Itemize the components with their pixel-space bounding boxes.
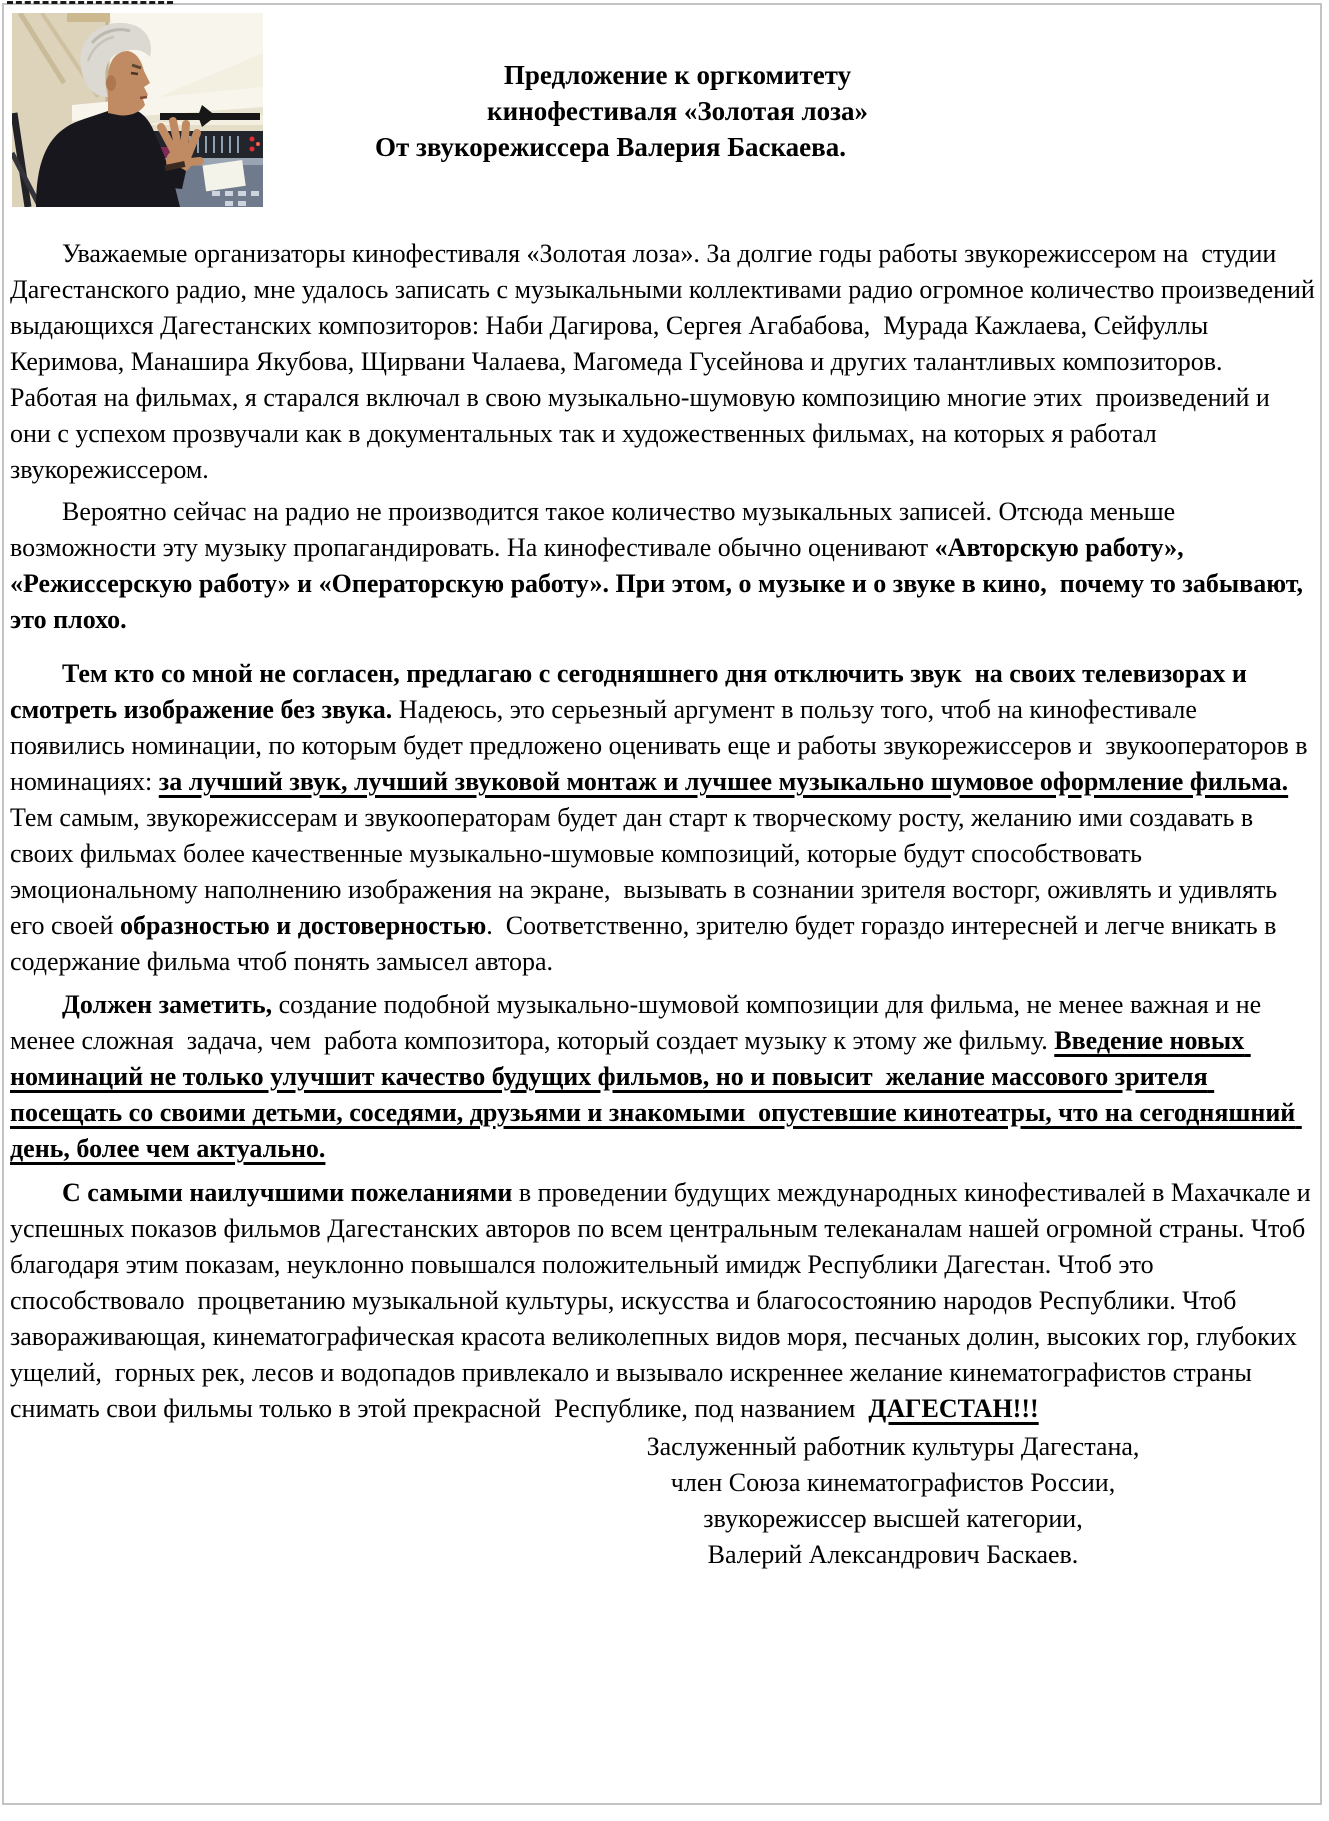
text-run: создание подобной музыкально-шумовой композиции для фильма, не менее важная и не менее сложная задача, чем работа композитора, который создает музыку к этому же фильму. <box>10 990 1268 1055</box>
document-title <box>26 57 1329 165</box>
text-run: Вероятно сейчас на радио не производится такое количество музыкальных записей. Отсюда меньше возможности эту музыку пропагандировать. На кинофестивале обычно оценивают <box>10 497 1182 562</box>
paragraph-5 <box>10 1175 1316 1427</box>
text-run: Должен заметить, <box>62 990 279 1019</box>
text-run: С самыми наилучшими пожеланиями <box>62 1178 519 1207</box>
paragraph-3 <box>10 656 1316 980</box>
text-run: в проведении будущих международных кинофестивалей в Махачкале и успешных показов фильмов Дагестанских авторов по всем центральным телеканалам нашей огромной страны. Чтоб благодаря этим показам, неуклонно повышался положительный имидж Республики Дагестан. Чтоб это способствовало процветанию музыкальной культуры, искусства и благосостоянию народов Республики. Чтоб завораживающая, кинематографическая красота великолепных видов моря, песчаных долин, высоких гор, глубоких ущелий, горных рек, лесов и водопадов привлекало и вызывало искреннее желание кинематографистов страны снимать свои фильмы только в этой прекрасной Республике, под названием <box>10 1178 1318 1423</box>
text-run: . Соответственно, зрителю будет гораздо интересней и легче вникать в содержание фильма чтоб понять замысел автора. <box>10 911 1283 976</box>
text-run: Уважаемые организаторы кинофестиваля «Золотая лоза». За долгие годы работы звукорежиссером на студии Дагестанского радио, мне удалось записать с музыкальными коллективами радио огромное количество произведений выдающихся Дагестанских композиторов: Наби Дагирова, Сергея Агабабова, Мурада Кажлаева, Сейфуллы Керимова, Манашира Якубова, Щирвани Чалаева, Магомеда Гусейнова и других талантливых композиторов. Работая на фильмах, я старался включал в свою музыкально-шумовую композицию многие этих произведений и они с успехом прозвучали как в документальных так и художественных фильмах, на которых я работал звукорежиссером. <box>10 239 1322 484</box>
signature-block <box>573 1429 1213 1573</box>
paragraph-4 <box>10 987 1316 1167</box>
text-run: Надеюсь, это серьезный аргумент в пользу того, чтоб на кинофестивале появились номинации, по которым будет предложено оценивать еще и работы звукорежиссеров и звукооператоров в номинациях: <box>10 695 1315 796</box>
scan-artifact-line <box>7 1 173 4</box>
text-run: Тем самым, звукорежиссерам и звукооператорам будет дан старт к творческому росту, желанию ими создавать в своих фильмах более качественные музыкально-шумовые композиций, которые будут способствовать эмоциональному наполнению изображения на экране, вызывать в сознании зрителя восторг, оживлять и удивлять его своей <box>10 767 1295 940</box>
signature-line: звукорежиссер высшей категории, <box>703 1504 1083 1533</box>
text-run: Тем кто со мной не согласен, предлагаю с сегодняшнего дня отключить звук на своих телевизорах и смотреть изображение без звука. <box>10 659 1254 724</box>
text-run: «Авторскую работу», «Режиссерскую работу» и «Операторскую работу». При этом, о музыке и о звуке в кино, почему то забывают, это плохо. <box>10 533 1310 634</box>
text-run: образностью и достоверностью <box>119 911 487 940</box>
document-body <box>10 236 1322 1573</box>
title-line: От звукорежиссера Валерия Баскаева. <box>374 132 846 162</box>
signature-line: Валерий Александрович Баскаев. <box>707 1540 1079 1569</box>
title-line: Предложение к оргкомитету <box>503 60 852 90</box>
text-run: Введение новых номинаций не только улучшит качество будущих фильмов, но и повысит желание массового зрителя посещать со своими детьми, соседями, друзьями и знакомыми опустевшие кинотеатры, что на сегодняшний день, более чем актуально. <box>10 1026 1302 1163</box>
title-line: кинофестиваля «Золотая лоза» <box>487 96 868 126</box>
paragraph-1 <box>10 236 1322 488</box>
signature-line: член Союза кинематографистов России, <box>670 1468 1116 1497</box>
paragraph-2 <box>10 494 1316 638</box>
text-run: за лучший звук, лучший звуковой монтаж и лучшее музыкально шумовое оформление фильма. <box>158 767 1289 796</box>
paragraphs-container <box>10 236 1322 1427</box>
signature-line: Заслуженный работник культуры Дагестана, <box>646 1432 1140 1461</box>
text-run: ДАГЕСТАН!!! <box>868 1394 1039 1423</box>
